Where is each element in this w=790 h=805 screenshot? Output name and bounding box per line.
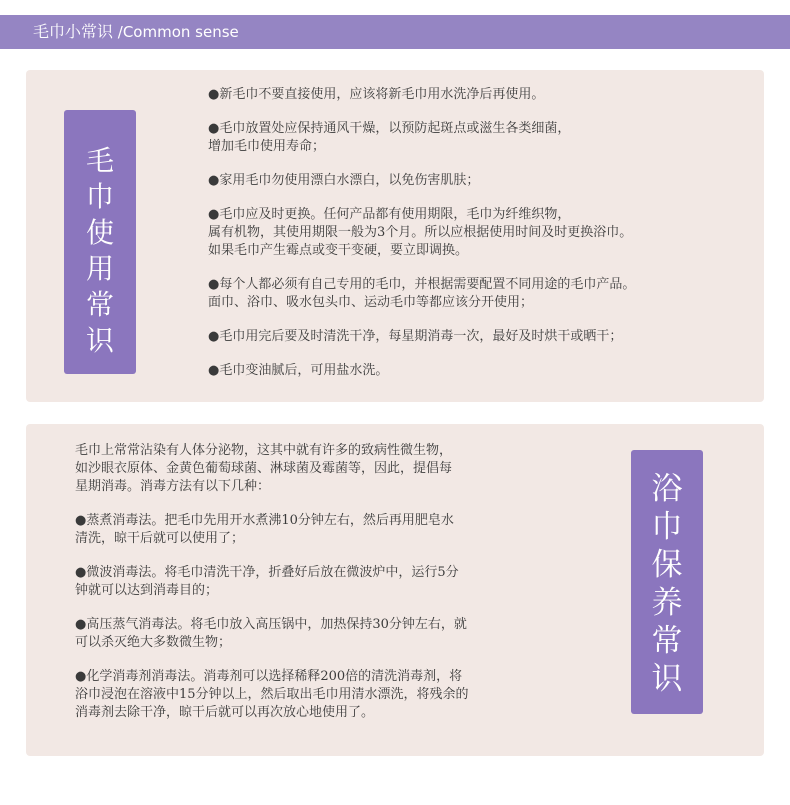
care-paragraph: 毛巾上常常沾染有人体分泌物，这其中就有许多的致病性微生物， 如沙眼衣原体、金黄色葡萄球菌、淋球菌及霉菌等，因此，提倡每 星期消毒。消毒方法有以下几种：: [75, 443, 453, 494]
care-paragraph: ●化学消毒剂消毒法。消毒剂可以选择稀释200倍的清洗消毒剂，将 浴巾浸泡在溶液中15分钟以上，然后取出毛巾用清水漂洗，将残余的 消毒剂去除干净，晾干后就可以再次放心地使用了。: [75, 669, 469, 720]
tip-paragraph: ●毛巾放置处应保持通风干燥，以预防起斑点或滋生各类细菌， 增加毛巾使用寿命；: [208, 121, 571, 154]
title-cn: 毛巾小常识: [33, 22, 114, 41]
label-char: 识: [651, 661, 683, 697]
towel-care-label: [631, 450, 703, 714]
label-char: 毛: [85, 144, 114, 177]
label-char: 用: [85, 252, 114, 285]
tip-paragraph: ●毛巾变油腻后，可用盐水洗。: [208, 363, 389, 378]
tip-paragraph: ●家用毛巾勿使用漂白水漂白，以免伤害肌肤；: [208, 173, 480, 188]
title-en: /Common sense: [113, 23, 239, 41]
tip-paragraph: ●毛巾用完后要及时清洗干净，每星期消毒一次，最好及时烘干或晒干；: [208, 329, 623, 344]
label-char: 浴: [651, 471, 683, 507]
label-char: 识: [85, 324, 114, 357]
label-char: 养: [651, 585, 683, 621]
towel-usage-label: [64, 110, 136, 374]
label-char: 使: [85, 216, 114, 249]
label-char: 巾: [85, 180, 114, 213]
towel-care-text: [75, 442, 545, 738]
label-char: 常: [85, 288, 114, 321]
label-char: 保: [651, 547, 683, 583]
label-char: 常: [651, 623, 683, 659]
tip-paragraph: ●每个人都必须有自己专用的毛巾，并根据需要配置不同用途的毛巾产品。 面巾、浴巾、吸水包头巾、运动毛巾等都应该分开使用；: [208, 277, 636, 310]
care-paragraph: ●微波消毒法。将毛巾清洗干净，折叠好后放在微波炉中，运行5分 钟就可以达到消毒目的；: [75, 565, 459, 598]
care-paragraph: ●高压蒸气消毒法。将毛巾放入高压锅中，加热保持30分钟左右，就 可以杀灭绝大多数微生物；: [75, 617, 467, 650]
label-char: 巾: [651, 509, 683, 545]
tip-paragraph: ●毛巾应及时更换。任何产品都有使用期限，毛巾为纤维织物， 属有机物，其使用期限一般为3个月。所以应根据使用时间及时更换浴巾。 如果毛巾产生霉点或变干变硬，要立即调换。: [208, 207, 633, 258]
tip-paragraph: ●新毛巾不要直接使用，应该将新毛巾用水洗净后再使用。: [208, 87, 545, 102]
care-paragraph: ●蒸煮消毒法。把毛巾先用开水煮沸10分钟左右，然后再用肥皂水 清洗，晾干后就可以使用了；: [75, 513, 454, 546]
page-title: [33, 15, 239, 49]
towel-usage-text: [208, 86, 748, 396]
